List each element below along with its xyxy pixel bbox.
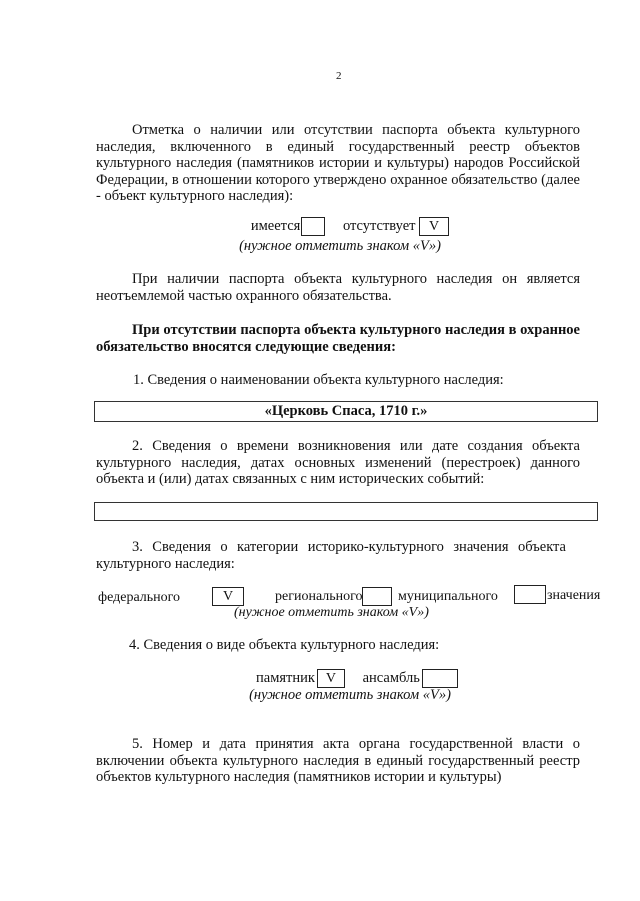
passport-present-label: имеется <box>250 217 301 234</box>
ensemble-checkbox[interactable] <box>422 669 458 688</box>
monument-label: памятник <box>256 669 315 686</box>
passport-absent-label: отсутствует <box>342 217 416 234</box>
section-2-label: 2. Сведения о времени возникновения или дате создания объекта культурного наследия, датах основных изменений (перестроек) данного объекта и (или) датах связанных с ним исторических событий: <box>96 438 580 488</box>
type-options <box>240 669 470 688</box>
type-note: (нужное отметить знаком «V») <box>249 687 451 703</box>
ensemble-label: ансамбль <box>362 669 420 686</box>
section-1-label: 1. Сведения о наименовании объекта культурного наследия: <box>133 372 504 388</box>
passport-note: (нужное отметить знаком «V») <box>239 238 441 254</box>
section-3-label: 3. Сведения о категории историко-культурного значения объекта культурного наследия: <box>96 539 566 572</box>
municipal-checkbox[interactable] <box>514 585 546 604</box>
creation-date-field[interactable] <box>94 502 598 521</box>
object-name-field[interactable] <box>94 401 598 422</box>
passport-absent-checkbox[interactable]: V <box>419 217 449 236</box>
section-4-label: 4. Сведения о виде объекта культурного наследия: <box>129 637 440 653</box>
federal-checkbox[interactable]: V <box>212 587 244 606</box>
federal-label: федерального <box>98 590 181 605</box>
passport-options <box>230 217 470 236</box>
significance-label: значения <box>547 588 601 603</box>
intro-paragraph: Отметка о наличии или отсутствии паспорта объекта культурного наследия, включенного в единый государственный реестр объектов культурного наследия (памятников истории и культуры) народов Российской Федерации, в отношении которого утверждено охранное обязательство (далее - объект культурного наследия): <box>96 122 580 205</box>
section-5-label: 5. Номер и дата принятия акта органа государственной власти о включении объекта культурного наследия в единый государственный реестр объектов культурного наследия (памятников истории и культуры) <box>96 736 580 786</box>
regional-checkbox[interactable] <box>362 587 392 606</box>
absent-heading: При отсутствии паспорта объекта культурного наследия в охранное обязательство вносятся следующие сведения: <box>96 322 580 355</box>
regional-label: регионального <box>275 589 363 604</box>
category-note: (нужное отметить знаком «V») <box>234 605 429 620</box>
passport-part-paragraph: При наличии паспорта объекта культурного наследия он является неотъемлемой частью охранного обязательства. <box>96 271 580 304</box>
object-name-value: «Церковь Спаса, 1710 г.» <box>264 403 428 419</box>
monument-checkbox[interactable]: V <box>317 669 345 688</box>
page-number: 2 <box>336 70 342 82</box>
passport-present-checkbox[interactable] <box>301 217 325 236</box>
municipal-label: муниципального <box>398 589 498 604</box>
